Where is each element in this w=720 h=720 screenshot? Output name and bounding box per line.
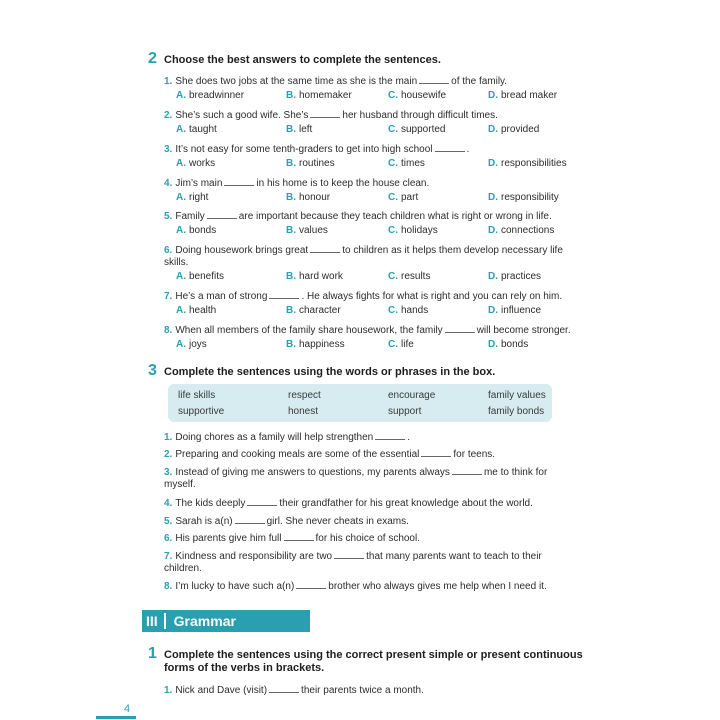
question-item: 1. She does two jobs at the same time as she is the main of the family.	[164, 76, 508, 87]
option[interactable]: D. influence	[488, 305, 542, 316]
word-box-item: family values	[488, 390, 546, 401]
exercise-2-heading	[148, 50, 441, 68]
question-item: 5. Sarah is a(n) girl. She never cheats in exams.	[164, 516, 409, 527]
option[interactable]: C. supported	[388, 124, 446, 135]
word-box-item: honest	[288, 406, 319, 417]
page-number: 4	[124, 703, 131, 715]
question-item: 7. He’s a man of strong . He always fights for what is right and you can rely on him.	[164, 291, 563, 302]
word-box-item: respect	[288, 390, 321, 401]
answer-options	[176, 124, 576, 136]
option[interactable]: C. times	[388, 158, 425, 169]
option[interactable]: A. joys	[176, 339, 207, 350]
exercise-title: Complete the sentences using the words or phrases in the box.	[164, 366, 496, 378]
section-title: Grammar	[173, 613, 236, 629]
answer-blank[interactable]	[375, 430, 405, 440]
option[interactable]: C. housewife	[388, 90, 447, 101]
section-header-grammar	[142, 610, 310, 632]
option[interactable]: B. left	[286, 124, 313, 135]
option[interactable]: A. breadwinner	[176, 90, 245, 101]
option[interactable]: C. results	[388, 271, 431, 282]
option[interactable]: D. connections	[488, 225, 555, 236]
answer-options	[176, 225, 576, 237]
question-item: 3. It’s not easy for some tenth-graders to get into high school .	[164, 144, 470, 155]
question-item: 3. Instead of giving me answers to questions, my parents always me to think for myself.	[164, 467, 548, 490]
answer-blank[interactable]	[445, 323, 475, 333]
option[interactable]: B. happiness	[286, 339, 345, 350]
question-item: 6. His parents give him full for his choice of school.	[164, 533, 420, 544]
answer-blank[interactable]	[296, 579, 326, 589]
question-item: 6. Doing housework brings great to children as it helps them develop necessary life skills.	[164, 245, 563, 268]
exercise-number: 2	[148, 50, 157, 67]
answer-blank[interactable]	[269, 289, 299, 299]
option[interactable]: C. holidays	[388, 225, 438, 236]
option[interactable]: D. responsibility	[488, 192, 559, 203]
exercise-3-heading	[148, 362, 495, 380]
exercise-number: 3	[148, 362, 157, 379]
question-item: 2. She’s such a good wife. She’s her husband through difficult times.	[164, 110, 498, 121]
answer-blank[interactable]	[235, 514, 265, 524]
answer-blank[interactable]	[284, 531, 314, 541]
option[interactable]: B. hard work	[286, 271, 343, 282]
answer-options	[176, 192, 576, 204]
answer-blank[interactable]	[419, 74, 449, 84]
option[interactable]: D. bonds	[488, 339, 529, 350]
option[interactable]: D. practices	[488, 271, 542, 282]
option[interactable]: A. taught	[176, 124, 217, 135]
option[interactable]: B. honour	[286, 192, 331, 203]
answer-options	[176, 158, 576, 170]
question-item: 1. Nick and Dave (visit) their parents twice a month.	[164, 685, 424, 696]
option[interactable]: B. character	[286, 305, 341, 316]
answer-blank[interactable]	[247, 496, 277, 506]
answer-blank[interactable]	[310, 243, 340, 253]
word-box-item: encourage	[388, 390, 436, 401]
option[interactable]: A. benefits	[176, 271, 225, 282]
word-box-item: family bonds	[488, 406, 545, 417]
answer-blank[interactable]	[334, 549, 364, 559]
option[interactable]: A. health	[176, 305, 217, 316]
option[interactable]: A. bonds	[176, 225, 217, 236]
page-number-line	[96, 716, 136, 719]
answer-options	[176, 305, 576, 317]
question-item: 2. Preparing and cooking meals are some of the essential for teens.	[164, 449, 496, 460]
option[interactable]: D. provided	[488, 124, 540, 135]
exercise-number: 1	[148, 645, 157, 662]
option[interactable]: A. works	[176, 158, 216, 169]
question-item: 8. I’m lucky to have such a(n) brother who always gives me help when I need it.	[164, 581, 547, 592]
option[interactable]: B. homemaker	[286, 90, 352, 101]
answer-options	[176, 271, 576, 283]
option[interactable]: C. part	[388, 192, 419, 203]
exercise-title: Complete the sentences using the correct present simple or present continuous forms of the verbs in brackets.	[164, 649, 583, 674]
option[interactable]: A. right	[176, 192, 209, 203]
question-item: 1. Doing chores as a family will help strengthen .	[164, 432, 411, 443]
answer-blank[interactable]	[310, 108, 340, 118]
answer-options	[176, 339, 576, 351]
answer-blank[interactable]	[224, 176, 254, 186]
question-item: 5. Family are important because they teach children what is right or wrong in life.	[164, 211, 552, 222]
word-box-item: support	[388, 406, 422, 417]
option[interactable]: C. life	[388, 339, 414, 350]
option[interactable]: B. routines	[286, 158, 335, 169]
answer-options	[176, 90, 576, 102]
answer-blank[interactable]	[435, 142, 465, 152]
option[interactable]: D. responsibilities	[488, 158, 567, 169]
answer-blank[interactable]	[207, 209, 237, 219]
grammar-exercise-1-heading	[148, 645, 584, 675]
question-item: 7. Kindness and responsibility are two that many parents want to teach to their children.	[164, 551, 542, 574]
option[interactable]: B. values	[286, 225, 328, 236]
word-box	[168, 384, 552, 422]
word-box-item: supportive	[178, 406, 225, 417]
option[interactable]: D. bread maker	[488, 90, 558, 101]
section-number: III	[142, 613, 166, 629]
option[interactable]: C. hands	[388, 305, 429, 316]
answer-blank[interactable]	[269, 683, 299, 693]
question-item: 8. When all members of the family share housework, the family will become stronger.	[164, 325, 571, 336]
answer-blank[interactable]	[421, 447, 451, 457]
word-box-item: life skills	[178, 390, 216, 401]
exercise-title: Choose the best answers to complete the sentences.	[164, 54, 441, 66]
question-item: 4. The kids deeply their grandfather for his great knowledge about the world.	[164, 498, 533, 509]
question-item: 4. Jim’s main in his home is to keep the house clean.	[164, 178, 430, 189]
answer-blank[interactable]	[452, 465, 482, 475]
